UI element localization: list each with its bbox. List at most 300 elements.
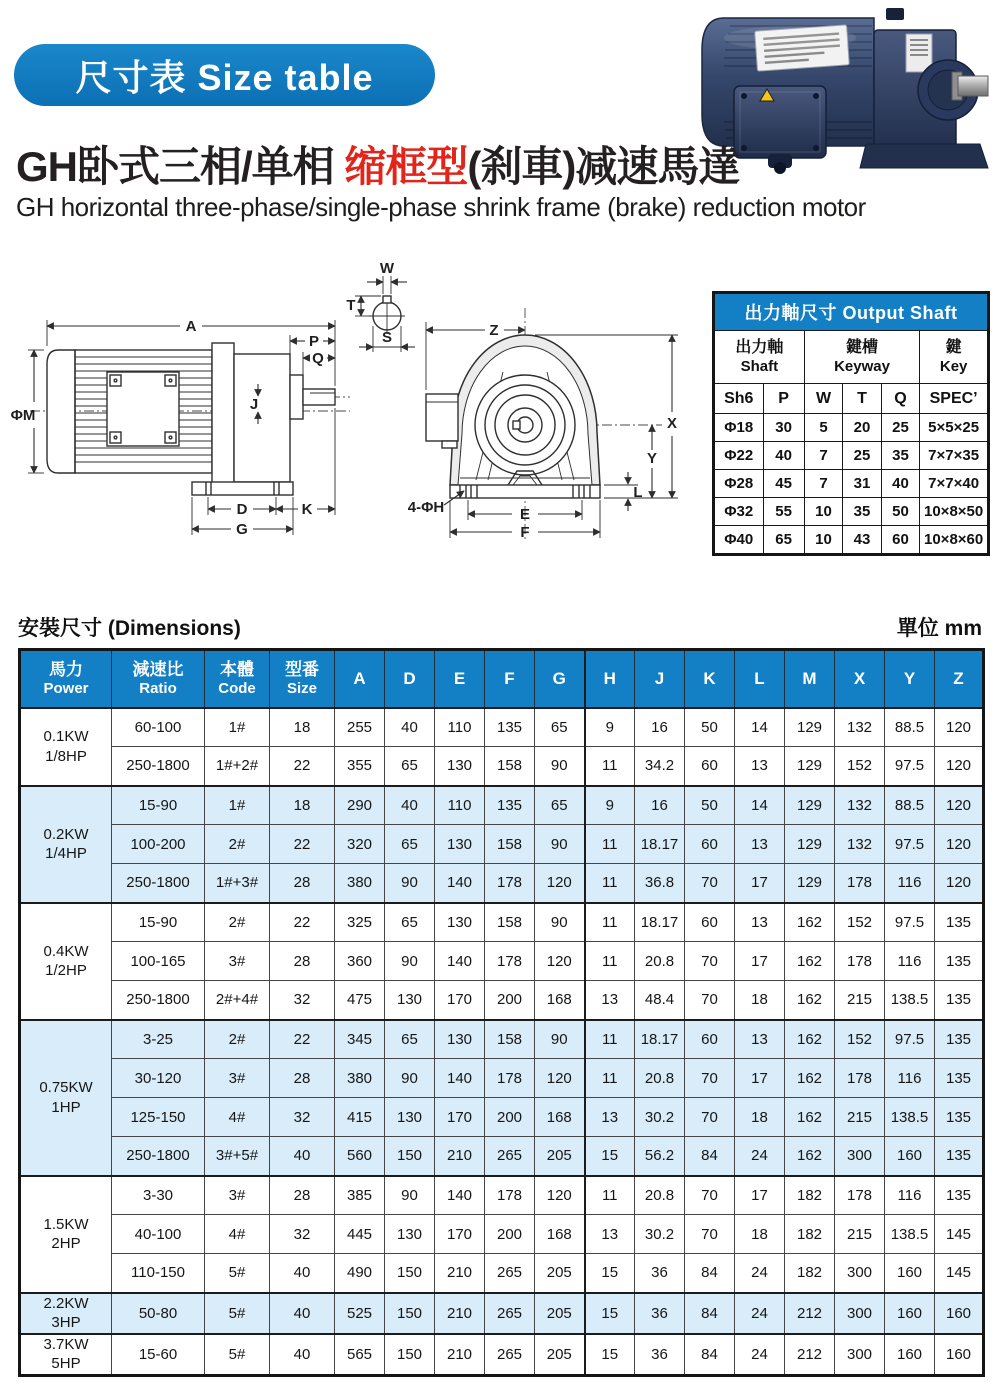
power-cell (20, 1293, 112, 1334)
dim-cell: 120 (935, 825, 984, 864)
table-row (20, 981, 984, 1020)
dim-cell: 13 (585, 981, 635, 1020)
ratio-cell: 50-80 (112, 1293, 205, 1334)
output-shaft-cell: 40 (881, 470, 920, 498)
group-label-cjk: 鍵槽 (845, 339, 878, 357)
dim-cell: 116 (885, 1176, 935, 1215)
dim-cell: 20.8 (635, 1059, 685, 1098)
dim-cell: 145 (935, 1215, 984, 1254)
output-shaft-cell: 5 (804, 414, 843, 442)
code-cell: 3# (205, 1059, 270, 1098)
dim-cell: 97.5 (885, 1020, 935, 1059)
dim-cell: 445 (335, 1215, 385, 1254)
code-cell: 2# (205, 1020, 270, 1059)
dim-cell: 135 (935, 903, 984, 942)
power-kw: 0.4KW (43, 942, 89, 960)
code-cell: 2# (205, 825, 270, 864)
code-cell: 5# (205, 1293, 270, 1334)
output-shaft-cell: 10×8×50 (920, 498, 989, 526)
table-row (20, 825, 984, 864)
dim-cell: 9 (585, 708, 635, 747)
dim-cell: 160 (885, 1293, 935, 1334)
dim-cell: 160 (885, 1334, 935, 1376)
dim-cell: 130 (435, 1020, 485, 1059)
ratio-cell: 250-1800 (112, 864, 205, 903)
dim-cell: 90 (535, 903, 585, 942)
ratio-cell: 250-1800 (112, 747, 205, 786)
power-cell (20, 1334, 112, 1376)
dim-cell: 11 (585, 825, 635, 864)
header-label-en: Code (218, 680, 256, 698)
dim-cell: 265 (485, 1334, 535, 1376)
dim-cell: 132 (835, 708, 885, 747)
output-shaft-title: 出力軸尺寸 Output Shaft (714, 293, 989, 331)
output-shaft-cell: 25 (881, 414, 920, 442)
dim-cell: 178 (485, 942, 535, 981)
size-cell: 40 (270, 1137, 335, 1176)
code-cell: 2# (205, 903, 270, 942)
dim-cell: 110 (435, 786, 485, 825)
ratio-cell: 15-90 (112, 903, 205, 942)
output-shaft-cell: Φ22 (714, 442, 764, 470)
dim-label-x: X (666, 415, 678, 432)
ratio-cell: 3-30 (112, 1176, 205, 1215)
dim-cell: 60 (685, 825, 735, 864)
dim-cell: 97.5 (885, 825, 935, 864)
dim-cell: 178 (835, 942, 885, 981)
output-shaft-cell: 10 (804, 526, 843, 555)
dim-cell: 129 (785, 825, 835, 864)
ratio-cell: 250-1800 (112, 1137, 205, 1176)
output-shaft-cell: 35 (843, 498, 882, 526)
dims-header-letter: M (785, 650, 835, 708)
dim-cell: 24 (735, 1334, 785, 1376)
dim-cell: 140 (435, 942, 485, 981)
dim-cell: 30.2 (635, 1215, 685, 1254)
dim-cell: 162 (785, 1020, 835, 1059)
power-hp: 1/2HP (45, 962, 87, 979)
dim-cell: 50 (685, 708, 735, 747)
ratio-cell: 15-90 (112, 786, 205, 825)
dims-header-power (20, 650, 112, 708)
ratio-cell: 110-150 (112, 1254, 205, 1293)
dim-cell: 14 (735, 786, 785, 825)
dim-cell: 15 (585, 1137, 635, 1176)
dim-cell: 140 (435, 864, 485, 903)
output-shaft-table (712, 291, 990, 556)
dims-header-letter: E (435, 650, 485, 708)
dim-cell: 150 (385, 1293, 435, 1334)
group-label-en: Shaft (740, 357, 779, 375)
table-row (714, 442, 989, 470)
dim-cell: 18.17 (635, 1020, 685, 1059)
power-hp: 2HP (51, 1235, 81, 1252)
dim-cell: 116 (885, 1059, 935, 1098)
group-label-cjk: 鍵 (945, 339, 962, 357)
table-row (714, 470, 989, 498)
dim-cell: 135 (485, 786, 535, 825)
dim-cell: 200 (485, 981, 535, 1020)
code-cell: 4# (205, 1098, 270, 1137)
dims-header-letter: Z (935, 650, 984, 708)
output-shaft-cell: 60 (881, 526, 920, 555)
dims-header-code (205, 650, 270, 708)
table-row (20, 864, 984, 903)
dim-cell: 380 (335, 1059, 385, 1098)
dim-label-t: T (346, 297, 356, 314)
dim-cell: 48.4 (635, 981, 685, 1020)
output-shaft-group-header (920, 331, 989, 384)
table-row (714, 526, 989, 555)
code-cell: 3# (205, 942, 270, 981)
power-kw: 2.2KW (43, 1294, 89, 1312)
dim-cell: 13 (735, 903, 785, 942)
dim-cell: 18 (735, 981, 785, 1020)
dim-cell: 130 (435, 903, 485, 942)
dim-cell: 178 (485, 1176, 535, 1215)
dim-cell: 135 (935, 1137, 984, 1176)
dim-cell: 145 (935, 1254, 984, 1293)
dim-cell: 150 (385, 1334, 435, 1376)
dim-cell: 70 (685, 1176, 735, 1215)
output-shaft-cell: 20 (843, 414, 882, 442)
dim-cell: 182 (785, 1215, 835, 1254)
dim-cell: 50 (685, 786, 735, 825)
dim-cell: 88.5 (885, 786, 935, 825)
dim-cell: 170 (435, 1215, 485, 1254)
dim-cell: 265 (485, 1254, 535, 1293)
header-label-en: Ratio (139, 680, 177, 698)
dim-cell: 215 (835, 1098, 885, 1137)
dim-cell: 60 (685, 747, 735, 786)
front-view-diagram (400, 250, 700, 550)
dim-cell: 11 (585, 1176, 635, 1215)
dim-cell: 129 (785, 708, 835, 747)
dim-cell: 300 (835, 1137, 885, 1176)
dim-cell: 138.5 (885, 1098, 935, 1137)
dim-cell: 40 (385, 786, 435, 825)
ratio-cell: 30-120 (112, 1059, 205, 1098)
dims-header-letter: J (635, 650, 685, 708)
dim-cell: 90 (535, 747, 585, 786)
code-cell: 1#+2# (205, 747, 270, 786)
dim-cell: 160 (935, 1293, 984, 1334)
output-shaft-cell: 65 (763, 526, 804, 555)
ratio-cell: 250-1800 (112, 981, 205, 1020)
dim-cell: 152 (835, 1020, 885, 1059)
dim-label-a: A (185, 318, 197, 335)
dimensions-section-header (18, 612, 982, 642)
dim-cell: 215 (835, 981, 885, 1020)
dim-cell: 120 (535, 1176, 585, 1215)
dim-cell: 162 (785, 942, 835, 981)
dim-cell: 90 (385, 864, 435, 903)
size-cell: 32 (270, 1098, 335, 1137)
table-row (714, 498, 989, 526)
dim-label-g: G (236, 521, 248, 538)
side-view-diagram (10, 258, 355, 548)
output-shaft-cell: 7×7×40 (920, 470, 989, 498)
dim-cell: 11 (585, 1059, 635, 1098)
power-hp: 1/4HP (45, 845, 87, 862)
size-cell: 28 (270, 942, 335, 981)
dim-cell: 120 (535, 1059, 585, 1098)
dims-header-letter: F (485, 650, 535, 708)
dim-label-j: J (249, 396, 259, 413)
dim-cell: 15 (585, 1293, 635, 1334)
ratio-cell: 60-100 (112, 708, 205, 747)
dim-cell: 11 (585, 747, 635, 786)
dim-label-w: W (379, 260, 395, 277)
power-cell (20, 1020, 112, 1176)
header-label-en: Power (43, 680, 89, 698)
dim-cell: 162 (785, 1137, 835, 1176)
dim-cell: 84 (685, 1334, 735, 1376)
dim-cell: 200 (485, 1098, 535, 1137)
dim-cell: 178 (485, 1059, 535, 1098)
dim-cell: 60 (685, 1020, 735, 1059)
group-label-cjk: 出力軸 (735, 339, 784, 357)
dim-cell: 88.5 (885, 708, 935, 747)
table-row (20, 1176, 984, 1215)
dim-cell: 97.5 (885, 903, 935, 942)
dim-cell: 300 (835, 1293, 885, 1334)
dim-cell: 265 (485, 1293, 535, 1334)
dim-cell: 20.8 (635, 942, 685, 981)
output-shaft-cell: 30 (763, 414, 804, 442)
unit-label: 單位 mm (896, 617, 982, 640)
power-kw: 1.5KW (43, 1215, 89, 1233)
size-table-badge (14, 44, 435, 106)
dim-cell: 162 (785, 903, 835, 942)
table-row (20, 708, 984, 747)
title-black-1: GH卧式三相/单相 (16, 143, 345, 190)
ratio-cell: 40-100 (112, 1215, 205, 1254)
dim-cell: 210 (435, 1334, 485, 1376)
dim-label-e: E (519, 506, 531, 523)
power-kw: 0.75KW (39, 1079, 93, 1096)
code-cell: 1#+3# (205, 864, 270, 903)
dim-label-mounting-holes: 4-ΦH (407, 499, 445, 516)
dim-cell: 158 (485, 825, 535, 864)
size-cell: 22 (270, 903, 335, 942)
dim-cell: 17 (735, 864, 785, 903)
dim-cell: 90 (535, 825, 585, 864)
dim-cell: 36.8 (635, 864, 685, 903)
dim-cell: 18 (735, 1215, 785, 1254)
table-row (20, 1293, 984, 1334)
dim-cell: 300 (835, 1254, 885, 1293)
dim-cell: 70 (685, 1059, 735, 1098)
table-row (20, 1059, 984, 1098)
dim-cell: 120 (935, 747, 984, 786)
dim-cell: 30.2 (635, 1098, 685, 1137)
table-row (20, 1254, 984, 1293)
dim-cell: 120 (535, 864, 585, 903)
table-row (20, 1098, 984, 1137)
dim-cell: 130 (435, 747, 485, 786)
dims-header-letter: X (835, 650, 885, 708)
dim-cell: 135 (935, 942, 984, 981)
dim-cell: 36 (635, 1334, 685, 1376)
dim-cell: 490 (335, 1254, 385, 1293)
dim-cell: 34.2 (635, 747, 685, 786)
power-hp: 1HP (51, 1098, 81, 1116)
dim-cell: 150 (385, 1137, 435, 1176)
dim-cell: 130 (385, 981, 435, 1020)
dims-header-letter: K (685, 650, 735, 708)
size-cell: 32 (270, 981, 335, 1020)
dim-cell: 116 (885, 864, 935, 903)
dim-label-s: S (381, 329, 393, 346)
output-shaft-cell: 7 (804, 442, 843, 470)
dim-cell: 70 (685, 1098, 735, 1137)
header-label-cjk: 減速比 (132, 660, 184, 680)
ratio-cell: 3-25 (112, 1020, 205, 1059)
output-shaft-column-header: SPEC’ (920, 384, 989, 414)
dim-cell: 135 (935, 1176, 984, 1215)
dim-cell: 130 (435, 825, 485, 864)
header-label-cjk: 型番 (285, 660, 319, 680)
size-cell: 18 (270, 708, 335, 747)
size-cell: 22 (270, 1020, 335, 1059)
dim-cell: 84 (685, 1137, 735, 1176)
dim-cell: 212 (785, 1293, 835, 1334)
output-shaft-cell: 10 (804, 498, 843, 526)
header-label-cjk: 馬力 (49, 660, 83, 680)
dim-cell: 70 (685, 981, 735, 1020)
page-title (16, 134, 739, 194)
dim-cell: 325 (335, 903, 385, 942)
dim-cell: 135 (935, 1020, 984, 1059)
dim-cell: 17 (735, 1176, 785, 1215)
dim-cell: 135 (935, 1098, 984, 1137)
dim-cell: 182 (785, 1254, 835, 1293)
output-shaft-group-header (714, 331, 805, 384)
dim-cell: 138.5 (885, 1215, 935, 1254)
dim-cell: 65 (535, 708, 585, 747)
dims-header-letter: H (585, 650, 635, 708)
dim-cell: 18.17 (635, 903, 685, 942)
dim-cell: 168 (535, 1215, 585, 1254)
dim-cell: 178 (835, 1059, 885, 1098)
page-subtitle: GH horizontal three-phase/single-phase shrink frame (brake) reduction motor (16, 192, 866, 222)
header-label-en: Size (286, 680, 317, 698)
dim-cell: 65 (535, 786, 585, 825)
dim-cell: 70 (685, 942, 735, 981)
dim-cell: 56.2 (635, 1137, 685, 1176)
dim-cell: 17 (735, 1059, 785, 1098)
dim-cell: 205 (535, 1334, 585, 1376)
dim-cell: 120 (535, 942, 585, 981)
dim-cell: 13 (735, 1020, 785, 1059)
dim-cell: 97.5 (885, 747, 935, 786)
power-kw: 0.2KW (43, 825, 89, 843)
output-shaft-cell: 43 (843, 526, 882, 555)
group-label-en: Keyway (834, 357, 890, 375)
table-row (20, 903, 984, 942)
table-row (20, 747, 984, 786)
dim-cell: 160 (885, 1137, 935, 1176)
dim-cell: 116 (885, 942, 935, 981)
output-shaft-column-header: Sh6 (714, 384, 764, 414)
code-cell: 4# (205, 1215, 270, 1254)
dim-cell: 152 (835, 903, 885, 942)
code-cell: 1# (205, 708, 270, 747)
dim-label-q: Q (312, 350, 324, 367)
size-cell: 28 (270, 864, 335, 903)
power-cell (20, 708, 112, 786)
dim-cell: 345 (335, 1020, 385, 1059)
badge-label: 尺寸表 Size table (75, 56, 374, 98)
size-cell: 22 (270, 825, 335, 864)
power-kw: 3.7KW (43, 1335, 89, 1353)
dim-cell: 13 (735, 825, 785, 864)
output-shaft-cell: Φ40 (714, 526, 764, 555)
dim-cell: 565 (335, 1334, 385, 1376)
dims-header-letter: Y (885, 650, 935, 708)
dimensions-section-title: 安裝尺寸 (Dimensions) (18, 617, 241, 640)
dims-header-letter: A (335, 650, 385, 708)
dim-cell: 9 (585, 786, 635, 825)
dim-cell: 120 (935, 708, 984, 747)
dim-cell: 36 (635, 1293, 685, 1334)
dim-cell: 16 (635, 708, 685, 747)
dim-cell: 11 (585, 942, 635, 981)
size-cell: 28 (270, 1059, 335, 1098)
dim-label-p: P (308, 333, 320, 350)
dim-cell: 129 (785, 786, 835, 825)
table-row (20, 786, 984, 825)
output-shaft-cell: 40 (763, 442, 804, 470)
title-red-highlight: 缩框型 (344, 143, 468, 190)
output-shaft-cell: 10×8×60 (920, 526, 989, 555)
ratio-cell: 125-150 (112, 1098, 205, 1137)
dim-cell: 70 (685, 1215, 735, 1254)
dim-label-k: K (301, 501, 313, 518)
dim-cell: 215 (835, 1215, 885, 1254)
dim-cell: 40 (385, 708, 435, 747)
dim-cell: 178 (835, 1176, 885, 1215)
dim-cell: 320 (335, 825, 385, 864)
dim-cell: 158 (485, 903, 535, 942)
size-cell: 40 (270, 1293, 335, 1334)
code-cell: 3#+5# (205, 1137, 270, 1176)
power-kw: 0.1KW (43, 728, 89, 745)
dim-cell: 84 (685, 1254, 735, 1293)
title-black-2: (刹車)减速馬達 (467, 143, 740, 190)
dim-cell: 475 (335, 981, 385, 1020)
dim-cell: 210 (435, 1293, 485, 1334)
dim-cell: 90 (385, 1176, 435, 1215)
dims-header-letter: G (535, 650, 585, 708)
dim-cell: 24 (735, 1293, 785, 1334)
dim-cell: 65 (385, 903, 435, 942)
dim-cell: 212 (785, 1334, 835, 1376)
dims-header-ratio (112, 650, 205, 708)
output-shaft-cell: Φ32 (714, 498, 764, 526)
dim-cell: 170 (435, 1098, 485, 1137)
dims-header-letter: L (735, 650, 785, 708)
size-cell: 22 (270, 747, 335, 786)
dim-cell: 129 (785, 747, 835, 786)
dim-cell: 14 (735, 708, 785, 747)
output-shaft-column-header: P (763, 384, 804, 414)
dim-label-y: Y (646, 450, 658, 467)
size-cell: 40 (270, 1254, 335, 1293)
dim-cell: 360 (335, 942, 385, 981)
output-shaft-cell: 45 (763, 470, 804, 498)
